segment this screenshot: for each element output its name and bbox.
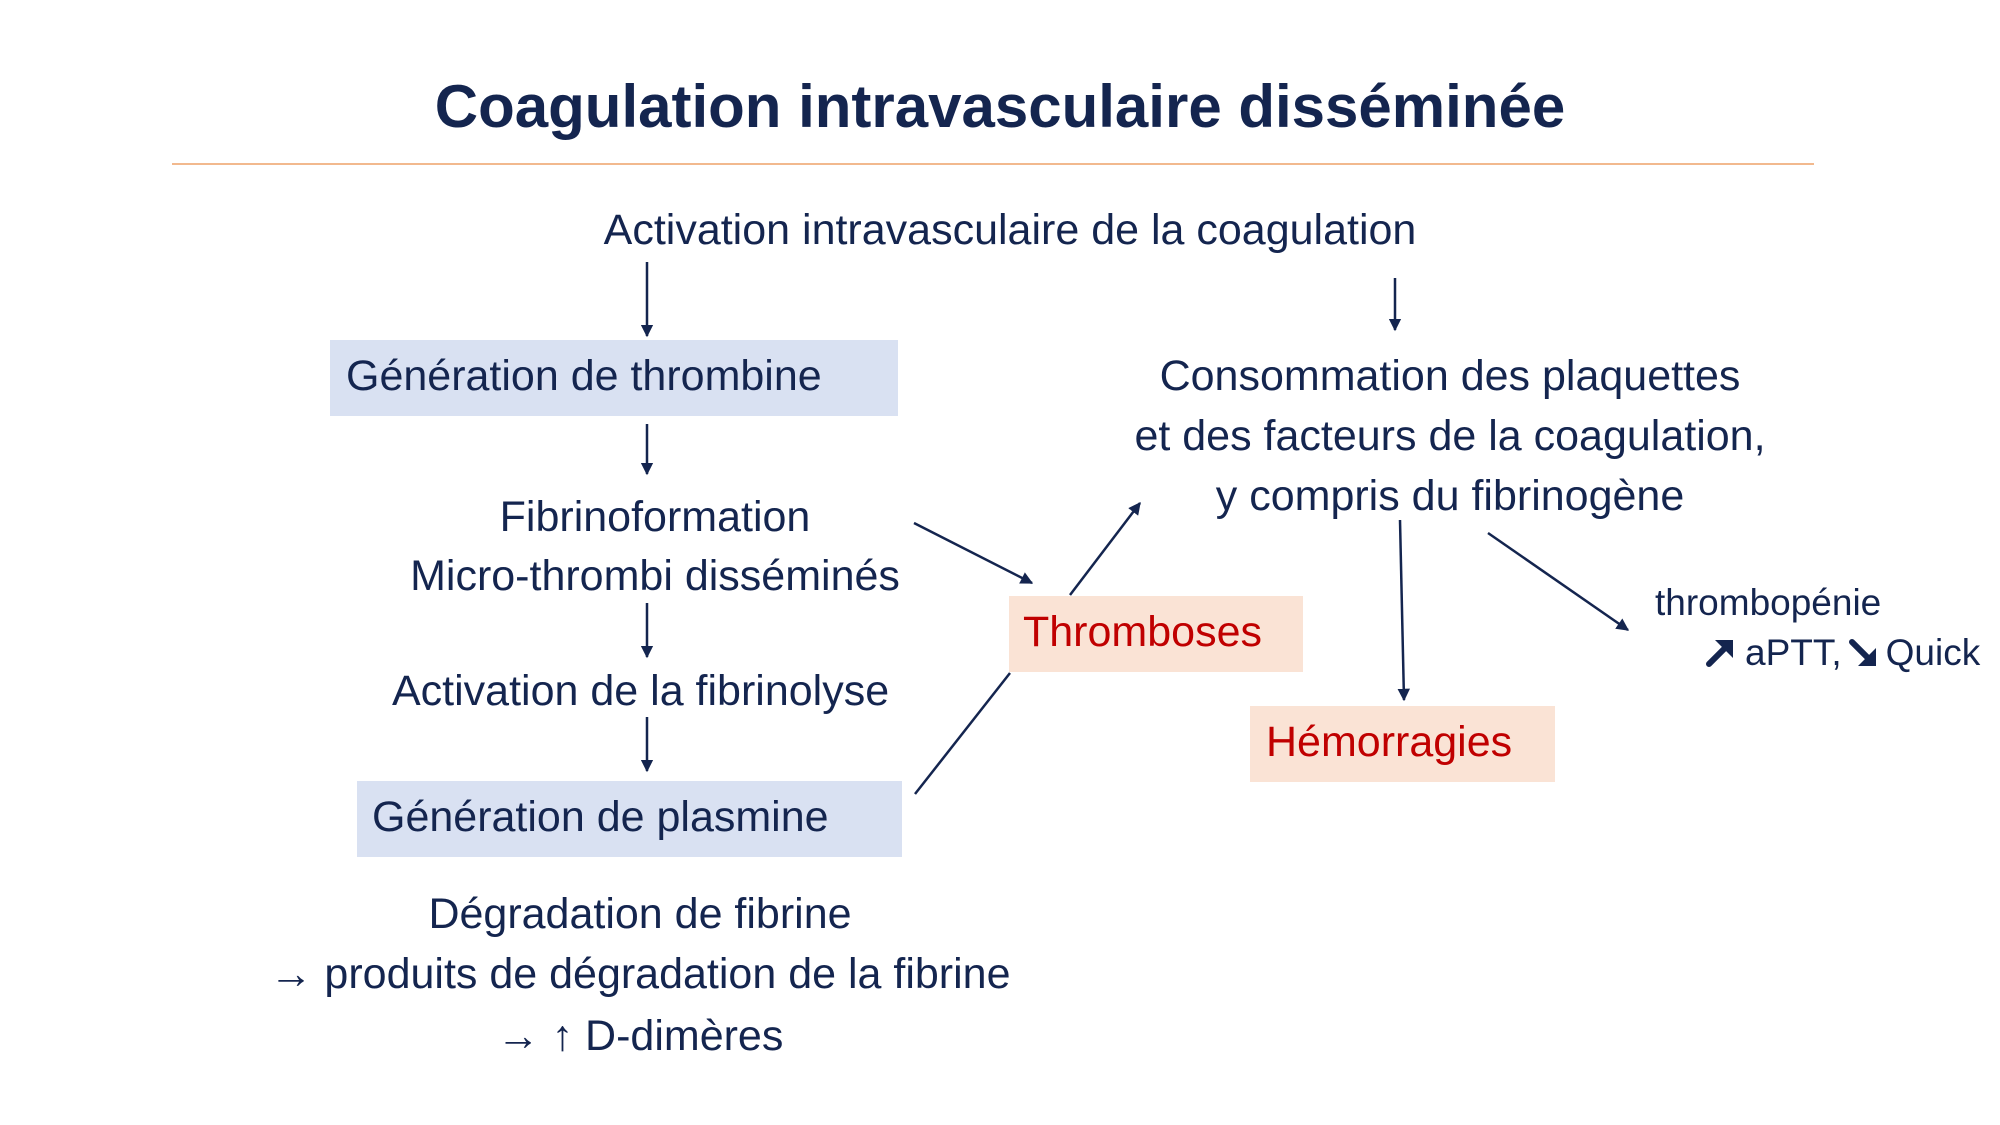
arrow-consommation-to-thrombopenie [1488, 533, 1628, 630]
node-degradation-line2: → produits de dégradation de la fibrine [269, 950, 1011, 998]
node-hemorragies-label: Hémorragies [1266, 718, 1513, 766]
node-degradation-line1: Dégradation de fibrine [428, 890, 852, 938]
node-activation: Activation intravasculaire de la coagulation [603, 206, 1417, 254]
node-thrombopenie: thrombopénie [1655, 582, 1882, 623]
node-thromboses-label: Thromboses [1023, 608, 1262, 656]
page-title: Coagulation intravasculaire disséminée [434, 73, 1566, 140]
lab-quick: Quick [1885, 632, 1981, 673]
node-plasmine-label: Génération de plasmine [372, 793, 829, 841]
arrow-consommation-to-hemorragies [1400, 520, 1404, 700]
node-consommation-line1: Consommation des plaquettes [1159, 352, 1741, 400]
line-plasmine-to-thromboses [915, 673, 1010, 794]
lab-aptt: aPTT, [1745, 632, 1842, 673]
node-fibrinoformation-line2: Micro-thrombi disséminés [410, 552, 900, 600]
arrow-fibrinoformation-to-thromboses [914, 523, 1032, 583]
node-degradation-line3: → ↑ D-dimères [496, 1012, 784, 1060]
node-fibrinoformation-line1: Fibrinoformation [499, 493, 811, 541]
node-thrombine-label: Génération de thrombine [346, 352, 822, 400]
node-consommation-line2: et des facteurs de la coagulation, [1134, 412, 1766, 460]
node-consommation-line3: y compris du fibrinogène [1215, 472, 1685, 520]
arrow-thromboses-to-consommation [1070, 503, 1140, 595]
node-fibrinolyse: Activation de la fibrinolyse [392, 667, 890, 715]
